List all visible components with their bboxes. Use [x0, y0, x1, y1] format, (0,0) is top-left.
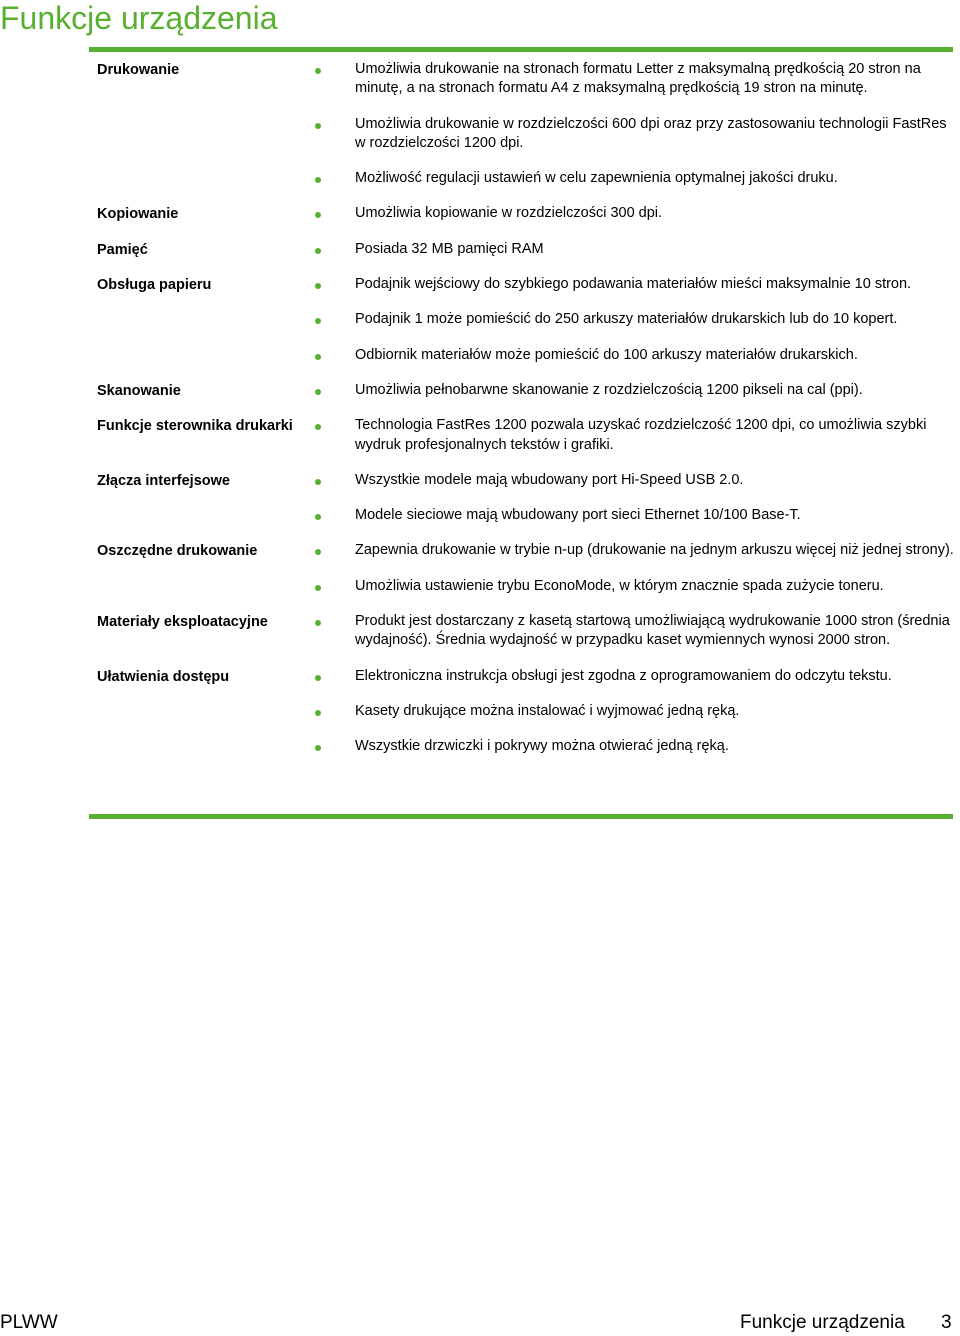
feature-items — [305, 275, 955, 381]
feature-item-text: Kasety drukujące można instalować i wyjmować jedną ręką. — [355, 702, 740, 719]
feature-name: Obsługa papieru — [97, 277, 212, 294]
feature-item-text: Podajnik wejściowy do szybkiego podawania materiałów mieści maksymalnie 10 stron. — [355, 276, 912, 293]
feature-item-text: Umożliwia ustawienie trybu EconoMode, w którym znacznie spada zużycie toneru. — [355, 577, 884, 594]
bullet-icon — [315, 479, 321, 485]
feature-item-text: Możliwość regulacji ustawień w celu zapewnienia optymalnej jakości druku. — [355, 170, 838, 187]
feature-item — [305, 310, 955, 329]
feature-item-text: Elektroniczna instrukcja obsługi jest zgodna z oprogramowaniem do odczytu tekstu. — [355, 667, 892, 684]
feature-row — [97, 416, 953, 471]
bullet-icon — [315, 549, 321, 555]
feature-item — [305, 346, 955, 365]
feature-row — [97, 381, 953, 416]
feature-items — [305, 240, 955, 275]
feature-item — [305, 612, 955, 651]
feature-item — [305, 506, 955, 525]
feature-item — [305, 115, 955, 154]
feature-item — [305, 275, 955, 294]
feature-item — [305, 667, 955, 686]
bullet-icon — [315, 514, 321, 520]
feature-item — [305, 702, 955, 721]
feature-name: Złącza interfejsowe — [97, 472, 230, 489]
feature-items — [305, 471, 955, 542]
feature-name: Ułatwienia dostępu — [97, 668, 230, 685]
feature-row — [97, 667, 953, 773]
bullet-icon — [315, 710, 321, 716]
feature-item — [305, 169, 955, 188]
feature-items — [305, 381, 955, 416]
feature-row — [97, 612, 953, 667]
feature-name: Skanowanie — [97, 382, 181, 399]
feature-item-text: Wszystkie drzwiczki i pokrywy można otwierać jedną ręką. — [355, 738, 729, 755]
feature-item-text: Posiada 32 MB pamięci RAM — [355, 240, 544, 257]
feature-row — [97, 60, 953, 204]
bottom-divider — [89, 814, 953, 819]
feature-item-text: Produkt jest dostarczany z kasetą startową umożliwiającą wydrukowanie 1000 stron (średnia wydajność). Średnia wydajność w przypadku kaset wymiennych wynosi 2000 stron. — [355, 613, 950, 649]
feature-name: Drukowanie — [97, 62, 180, 78]
feature-row — [97, 204, 953, 239]
footer-section-title: Funkcje urządzenia — [740, 1312, 905, 1333]
bullet-icon — [315, 177, 321, 183]
feature-item-text: Podajnik 1 może pomieścić do 250 arkuszy materiałów drukarskich lub do 10 kopert. — [355, 311, 898, 328]
feature-row — [97, 275, 953, 381]
feature-item-text: Umożliwia drukowanie w rozdzielczości 600 dpi oraz przy zastosowaniu technologii FastRes w rozdzielczości 1200 dpi. — [355, 115, 947, 151]
feature-name: Kopiowanie — [97, 206, 179, 223]
feature-item-text: Umożliwia kopiowanie w rozdzielczości 300 dpi. — [355, 205, 663, 222]
feature-name: Funkcje sterownika drukarki — [97, 418, 293, 435]
feature-item-text: Technologia FastRes 1200 pozwala uzyskać rozdzielczość 1200 dpi, co umożliwia szybki wydruk profesjonalnych tekstów i grafiki. — [355, 417, 927, 453]
bullet-icon — [315, 123, 321, 129]
footer-locale: PLWW — [0, 1312, 58, 1333]
feature-item — [305, 416, 955, 455]
feature-items — [305, 416, 955, 471]
feature-item — [305, 381, 955, 400]
footer-page-number: 3 — [941, 1312, 952, 1333]
feature-item-text: Umożliwia drukowanie na stronach formatu Letter z maksymalną prędkością 20 stron na minutę, a na stronach formatu A4 z maksymalną prędkością 19 stron na minutę. — [355, 61, 921, 97]
feature-items — [305, 204, 955, 239]
feature-item-text: Umożliwia pełnobarwne skanowanie z rozdzielczością 1200 pikseli na cal (ppi). — [355, 381, 863, 398]
feature-item — [305, 240, 955, 259]
bullet-icon — [315, 318, 321, 324]
features-table — [97, 60, 953, 773]
feature-item — [305, 577, 955, 596]
bullet-icon — [315, 68, 321, 74]
page-title: Funkcje urządzenia — [0, 0, 278, 36]
bullet-icon — [315, 248, 321, 254]
feature-row — [97, 471, 953, 542]
bullet-icon — [315, 212, 321, 218]
bullet-icon — [315, 389, 321, 395]
top-divider — [89, 47, 953, 52]
feature-items — [305, 541, 955, 612]
bullet-icon — [315, 745, 321, 751]
feature-item-text: Modele sieciowe mają wbudowany port sieci Ethernet 10/100 Base-T. — [355, 507, 801, 524]
feature-row — [97, 541, 953, 612]
feature-item-text: Odbiornik materiałów może pomieścić do 100 arkuszy materiałów drukarskich. — [355, 346, 858, 363]
feature-name: Oszczędne drukowanie — [97, 543, 258, 560]
feature-name: Materiały eksploatacyjne — [97, 614, 268, 631]
feature-items — [305, 60, 955, 204]
feature-items — [305, 667, 955, 773]
feature-item — [305, 471, 955, 490]
bullet-icon — [315, 675, 321, 681]
bullet-icon — [315, 283, 321, 289]
bullet-icon — [315, 424, 321, 430]
feature-items — [305, 612, 955, 667]
bullet-icon — [315, 354, 321, 360]
feature-item — [305, 541, 955, 560]
feature-item — [305, 204, 955, 223]
bullet-icon — [315, 620, 321, 626]
feature-name: Pamięć — [97, 241, 148, 258]
feature-item — [305, 737, 955, 756]
feature-item-text: Wszystkie modele mają wbudowany port Hi-Speed USB 2.0. — [355, 471, 744, 488]
feature-item-text: Zapewnia drukowanie w trybie n-up (drukowanie na jednym arkuszu więcej niż jednej strony). — [355, 542, 954, 559]
feature-row — [97, 240, 953, 275]
bullet-icon — [315, 585, 321, 591]
feature-item — [305, 60, 955, 99]
